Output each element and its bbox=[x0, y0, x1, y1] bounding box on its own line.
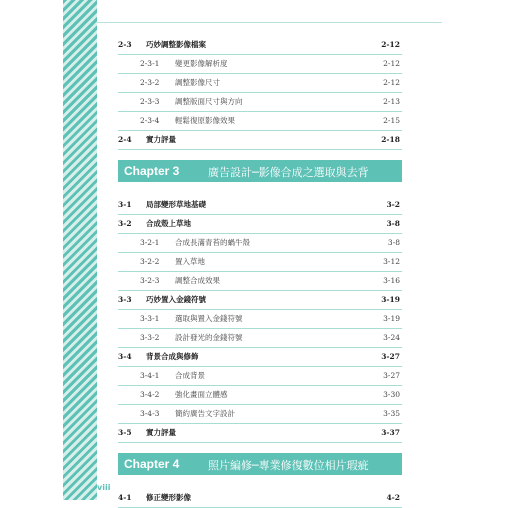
toc-num: 3-2-1 bbox=[140, 238, 160, 247]
chapter-label: Chapter 4 bbox=[124, 457, 180, 471]
toc-num: 3-3-2 bbox=[140, 333, 160, 342]
toc-section-row bbox=[118, 196, 402, 215]
toc-block-chapter-4 bbox=[118, 489, 402, 508]
toc-num: 3-1 bbox=[118, 200, 132, 209]
toc-page: 2-12 bbox=[381, 40, 400, 49]
toc-page: 3-12 bbox=[383, 257, 400, 266]
toc-title: 設計發光的金錢符號 bbox=[175, 333, 243, 342]
toc-num: 3-4-3 bbox=[140, 409, 160, 418]
toc-title: 局部變形草地基礎 bbox=[146, 200, 206, 209]
toc-title: 調整版面尺寸與方向 bbox=[175, 97, 243, 106]
toc-page: 3-19 bbox=[381, 295, 400, 304]
toc-title: 調整合成效果 bbox=[175, 276, 220, 285]
toc-page: 3-27 bbox=[381, 352, 400, 361]
toc-page: 3-35 bbox=[383, 409, 400, 418]
toc-num: 2-3-3 bbox=[140, 97, 160, 106]
toc-num: 3-2 bbox=[118, 219, 132, 228]
toc-title: 實力評量 bbox=[146, 428, 176, 437]
toc-subsection-row bbox=[118, 55, 402, 74]
toc-page: 3-27 bbox=[383, 371, 400, 380]
toc-title: 選取與置入金錢符號 bbox=[175, 314, 243, 323]
toc-subsection-row bbox=[118, 253, 402, 272]
toc-title: 合成長滿青苔的蝸牛殼 bbox=[175, 238, 250, 247]
toc-title: 合成殼上草地 bbox=[146, 219, 191, 228]
toc-section-row bbox=[118, 348, 402, 367]
toc-title: 合成背景 bbox=[175, 371, 205, 380]
toc-title: 調整影像尺寸 bbox=[175, 78, 220, 87]
chapter-3-banner bbox=[118, 160, 402, 182]
toc-num: 2-4 bbox=[118, 135, 132, 144]
toc-num: 3-5 bbox=[118, 428, 132, 437]
toc-title: 巧妙置入金錢符號 bbox=[146, 295, 206, 304]
toc-page: 3-30 bbox=[383, 390, 400, 399]
toc-subsection-row bbox=[118, 405, 402, 424]
toc-title: 強化畫面立體感 bbox=[175, 390, 228, 399]
toc-page: 3-8 bbox=[386, 219, 400, 228]
toc-title: 變更影像解析度 bbox=[175, 59, 228, 68]
toc-num: 3-3 bbox=[118, 295, 132, 304]
toc-title: 背景合成與修飾 bbox=[146, 352, 199, 361]
chapter-label: Chapter 3 bbox=[124, 164, 180, 178]
toc-num: 3-4-2 bbox=[140, 390, 160, 399]
toc-num: 3-3-1 bbox=[140, 314, 160, 323]
toc-section-row bbox=[118, 215, 402, 234]
toc-num: 3-4-1 bbox=[140, 371, 160, 380]
toc-page: 3-16 bbox=[383, 276, 400, 285]
toc-page: 3-24 bbox=[383, 333, 400, 342]
toc-block-chapter-3 bbox=[118, 196, 402, 443]
chapter-title: 廣告設計─影像合成之選取與去背 bbox=[208, 166, 369, 179]
toc-num: 2-3 bbox=[118, 40, 132, 49]
toc-page: 2-13 bbox=[383, 97, 400, 106]
table-of-contents bbox=[118, 36, 402, 508]
decorative-stripe-band bbox=[63, 0, 97, 500]
toc-page: 2-18 bbox=[381, 135, 400, 144]
toc-num: 3-4 bbox=[118, 352, 132, 361]
toc-title: 輕鬆復原影像效果 bbox=[175, 116, 235, 125]
toc-num: 3-2-3 bbox=[140, 276, 160, 285]
page-number: viii bbox=[97, 483, 111, 492]
toc-page: 2-15 bbox=[383, 116, 400, 125]
toc-title: 置入草地 bbox=[175, 257, 205, 266]
toc-num: 2-3-2 bbox=[140, 78, 160, 87]
toc-page: 2-12 bbox=[383, 59, 400, 68]
toc-section-row bbox=[118, 36, 402, 55]
toc-subsection-row bbox=[118, 234, 402, 253]
toc-page: 3-19 bbox=[383, 314, 400, 323]
toc-title: 簡約廣告文字設計 bbox=[175, 409, 235, 418]
toc-subsection-row bbox=[118, 74, 402, 93]
toc-section-row bbox=[118, 131, 402, 150]
toc-subsection-row bbox=[118, 329, 402, 348]
toc-title: 實力評量 bbox=[146, 135, 176, 144]
toc-section-row bbox=[118, 489, 402, 508]
toc-title: 修正變形影像 bbox=[146, 493, 191, 502]
toc-section-row bbox=[118, 424, 402, 443]
toc-subsection-row bbox=[118, 112, 402, 131]
toc-subsection-row bbox=[118, 386, 402, 405]
toc-num: 3-2-2 bbox=[140, 257, 160, 266]
toc-num: 2-3-1 bbox=[140, 59, 160, 68]
toc-subsection-row bbox=[118, 272, 402, 291]
chapter-title: 照片編修─專業修復數位相片瑕疵 bbox=[208, 459, 369, 472]
toc-subsection-row bbox=[118, 367, 402, 386]
chapter-4-banner bbox=[118, 453, 402, 475]
toc-page: 2-12 bbox=[383, 78, 400, 87]
toc-title: 巧妙調整影像檔案 bbox=[146, 40, 206, 49]
toc-page: 3-37 bbox=[381, 428, 400, 437]
toc-page: 3-2 bbox=[386, 200, 400, 209]
toc-subsection-row bbox=[118, 93, 402, 112]
toc-page: 4-2 bbox=[386, 493, 400, 502]
toc-num: 2-3-4 bbox=[140, 116, 160, 125]
toc-block-chapter-2 bbox=[118, 36, 402, 150]
toc-page: 3-8 bbox=[387, 238, 400, 247]
toc-subsection-row bbox=[118, 310, 402, 329]
toc-section-row bbox=[118, 291, 402, 310]
header-rule bbox=[97, 22, 442, 23]
toc-num: 4-1 bbox=[118, 493, 132, 502]
